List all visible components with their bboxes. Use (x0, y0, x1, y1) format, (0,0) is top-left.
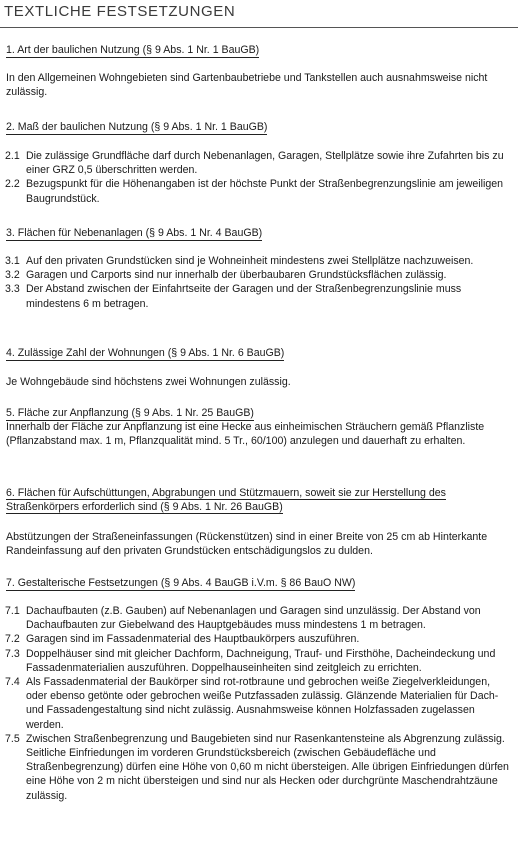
section-3-heading: 3. Flächen für Nebenanlagen (§ 9 Abs. 1 Nr. 4 BauGB) (6, 226, 262, 241)
document-title: TEXTLICHE FESTSETZUNGEN (4, 3, 236, 20)
item-text: Als Fassadenmaterial der Baukörper sind rot-rotbraune und gebrochen weiße Ziegelverkleidungen, oder ebenso getönte oder gebrochen weiße Putzfassaden zulässig. Glänzende Materialien für Dach- und Fassadengestaltung sind nicht zulässig. Ausnahmsweise können Holzfassaden zugelassen werden. (26, 676, 499, 731)
section-4-heading: 4. Zulässige Zahl der Wohnungen (§ 9 Abs. 1 Nr. 6 BauGB) (6, 346, 284, 361)
list-item (6, 632, 512, 646)
section-1-heading: 1. Art der baulichen Nutzung (§ 9 Abs. 1 Nr. 1 BauGB) (6, 43, 259, 58)
list-item (6, 177, 512, 205)
section-4-text (6, 375, 512, 389)
paragraph: Innerhalb der Fläche zur Anpflanzung ist eine Hecke aus einheimischen Sträuchern gemäß Pflanzliste (Pflanzabstand max. 1 m, Pflanzqualität mind. 5 Tr., 60/100) anzulegen und dauerhaft zu erhalten. (6, 421, 485, 448)
item-number: 2.2 (5, 178, 20, 191)
list-item (6, 282, 512, 310)
paragraph: Abstützungen der Straßeneinfassungen (Rückenstützen) sind in einer Breite von 25 cm ab Hinterkante Randeinfassung auf den privaten Grundstücken entschädigungslos zu dulden. (6, 531, 488, 558)
paragraph: In den Allgemeinen Wohngebieten sind Gartenbaubetriebe und Tankstellen auch ausnahmsweise nicht zulässig. (6, 72, 488, 99)
list-item (6, 647, 512, 675)
item-text: Bezugspunkt für die Höhenangaben ist der höchste Punkt der Straßenbegrenzungslinie am jeweiligen Baugrundstück. (26, 178, 504, 205)
title-divider (0, 27, 518, 28)
item-number: 2.1 (5, 150, 20, 162)
section-2-heading: 2. Maß der baulichen Nutzung (§ 9 Abs. 1 Nr. 1 BauGB) (6, 120, 267, 135)
item-number: 7.2 (5, 633, 20, 646)
section-6-text (6, 530, 512, 558)
item-number: 3.3 (5, 283, 20, 296)
section-1-text (6, 71, 512, 99)
item-text: Dachaufbauten (z.B. Gauben) auf Nebenanlagen und Garagen sind unzulässig. Der Abstand von Dachaufbauten zur Giebelwand des Hauptgebäudes muss mindestens 1 m betragen. (26, 605, 481, 632)
item-number: 7.4 (5, 676, 20, 689)
list-item (6, 149, 512, 177)
paragraph: Je Wohngebäude sind höchstens zwei Wohnungen zulässig. (6, 376, 291, 388)
item-number: 7.5 (5, 732, 20, 745)
section-6-heading (6, 486, 512, 514)
list-item (6, 732, 512, 803)
section-6-heading-text: 6. Flächen für Aufschüttungen, Abgrabungen und Stützmauern, soweit sie zur Herstellung des Straßenkörpers erforderlich sind (§ 9 Abs. 1 Nr. 26 BauGB) (6, 487, 446, 514)
item-text: Garagen und Carports sind nur innerhalb der überbaubaren Grundstücksflächen zulässig. (26, 269, 447, 282)
item-text: Auf den privaten Grundstücken sind je Wohneinheit mindestens zwei Stellplätze nachzuweisen. (26, 255, 474, 267)
section-7-items (6, 604, 512, 803)
section-5-text (6, 420, 512, 448)
section-2-items (6, 149, 512, 206)
item-number: 3.2 (5, 269, 20, 282)
item-number: 3.1 (5, 255, 20, 267)
item-text: Zwischen Straßenbegrenzung und Baugebieten sind nur Rasenkantensteine als Abgrenzung zulässig. Seitliche Einfriedungen im vorderen Grundstücksbereich (zwischen Gebäudefläche und Straßenbegrenzung) dürfen eine Höhe von 0,60 m nicht übersteigen. Alle übrigen Einfriedungen dürfen eine Höhe von 2 m nicht übersteigen und sind nur als Hecken oder durchgrünte Maschendrahtzäune zulässig. (26, 732, 509, 802)
section-3-items (6, 254, 512, 311)
item-number: 7.1 (5, 605, 20, 617)
item-number: 7.3 (5, 647, 20, 660)
section-5-heading: 5. Fläche zur Anpflanzung (§ 9 Abs. 1 Nr. 25 BauGB) (6, 406, 254, 421)
section-7-heading: 7. Gestalterische Festsetzungen (§ 9 Abs. 4 BauGB i.V.m. § 86 BauO NW) (6, 576, 355, 591)
item-text: Garagen sind im Fassadenmaterial des Hauptbaukörpers auszuführen. (26, 633, 360, 646)
list-item (6, 254, 512, 268)
item-text: Der Abstand zwischen der Einfahrtseite der Garagen und der Straßenbegrenzungslinie muss mindestens 6 m betragen. (26, 283, 462, 310)
list-item (6, 604, 512, 632)
list-item (6, 268, 512, 282)
item-text: Die zulässige Grundfläche darf durch Nebenanlagen, Garagen, Stellplätze sowie ihre Zufahrten bis zu einer GRZ 0,5 überschritten werden. (26, 150, 504, 177)
list-item (6, 675, 512, 732)
item-text: Doppelhäuser sind mit gleicher Dachform, Dachneigung, Trauf- und Firsthöhe, Dacheindeckung und Fassadenmaterialien auszuführen. Doppelhauseinheiten sind zeitgleich zu errichten. (26, 647, 496, 674)
